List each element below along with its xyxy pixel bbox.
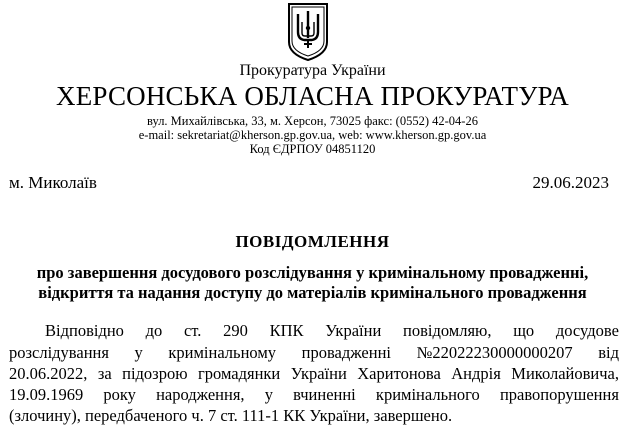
body-line-1	[9, 321, 619, 341]
ukraine-trident-emblem-icon	[286, 2, 330, 62]
body-word: Харитонова	[357, 364, 441, 383]
body-word: №22022230000000207	[416, 343, 573, 362]
body-word: правопорушення	[499, 385, 619, 404]
city: м. Миколаїв	[9, 173, 97, 192]
body-word: розслідування	[9, 343, 109, 362]
body-word: повідомляю,	[402, 321, 492, 340]
body-word: від	[598, 343, 619, 362]
body-word: КПК	[269, 321, 304, 340]
address-line: вул. Михайлівська, 33, м. Херсон, 73025 факс: (0552) 42-04-26	[147, 114, 478, 128]
body-word: у	[134, 343, 143, 362]
contacts-line: e-mail: sekretariat@kherson.gp.gov.ua, web: www.kherson.gp.gov.ua	[138, 128, 487, 142]
notice-subject-line-2: відкриття та надання доступу до матеріалів кримінального провадження	[38, 283, 587, 302]
body-word: кримінального	[375, 385, 480, 404]
body-word: громадянки	[197, 364, 281, 383]
body-word: досудове	[555, 321, 619, 340]
body-word: 290	[223, 321, 248, 340]
body-word: Андрія	[451, 364, 501, 383]
body-word: 19.09.1969	[9, 385, 84, 404]
body-word: провадженні	[301, 343, 391, 362]
body-word: України	[325, 321, 382, 340]
organization-name: Прокуратура України	[239, 62, 386, 79]
body-word: року	[103, 385, 136, 404]
body-word: за	[97, 364, 112, 383]
edrpou-line: Код ЄДРПОУ 04851120	[249, 142, 376, 156]
region-office-name: ХЕРСОНСЬКА ОБЛАСНА ПРОКУРАТУРА	[56, 81, 569, 111]
body-word: у	[264, 385, 273, 404]
body-word: ст.	[183, 321, 202, 340]
body-line-4	[9, 385, 619, 405]
body-line-3	[9, 364, 619, 384]
body-word: кримінальному	[168, 343, 277, 362]
notice-heading: ПОВІДОМЛЕННЯ	[235, 232, 390, 251]
body-word: що	[513, 321, 535, 340]
body-line-2	[9, 343, 619, 363]
body-word: 20.06.2022,	[9, 364, 88, 383]
body-word: Відповідно	[45, 321, 124, 340]
body-word: народження,	[156, 385, 245, 404]
body-word: вчиненні	[293, 385, 356, 404]
body-word: підозрою	[122, 364, 188, 383]
body-word: до	[145, 321, 163, 340]
body-word: Миколайовича,	[511, 364, 619, 383]
body-line-5: (злочину), передбаченого ч. 7 ст. 111-1 КК України, завершено.	[9, 406, 453, 425]
body-word: України	[290, 364, 347, 383]
notice-subject-line-1: про завершення досудового розслідування у кримінальному провадженні,	[36, 263, 589, 282]
document-date: 29.06.2023	[532, 173, 609, 192]
